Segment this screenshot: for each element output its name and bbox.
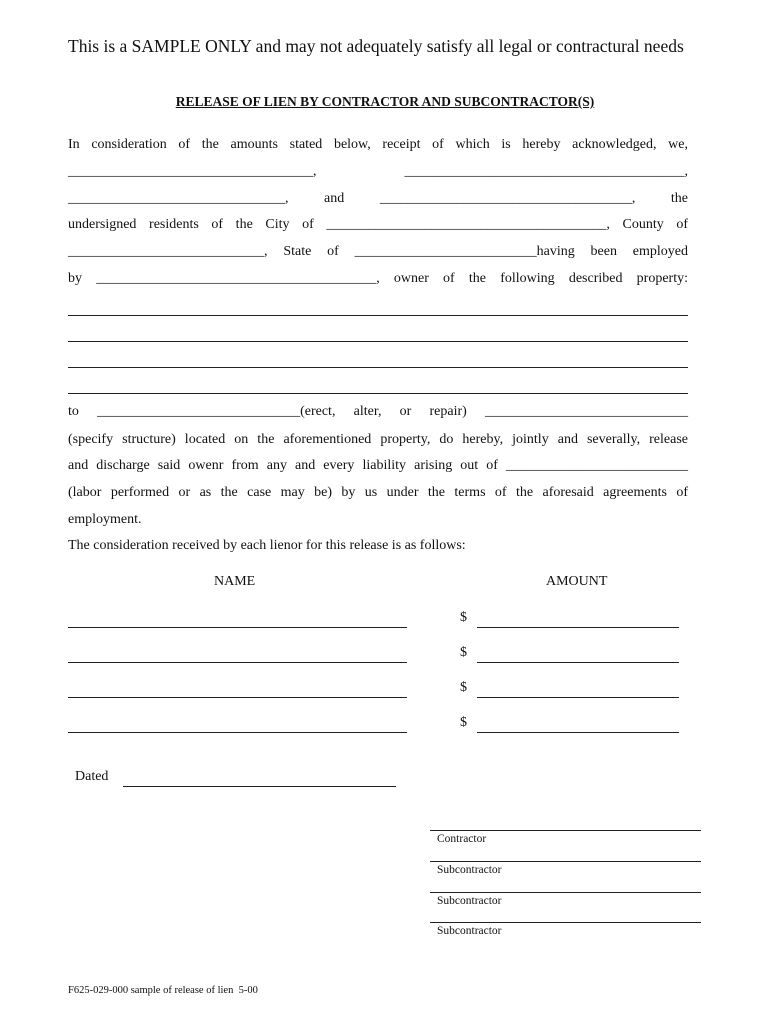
document-title: RELEASE OF LIEN BY CONTRACTOR AND SUBCONTRACTOR(S) xyxy=(175,94,595,109)
dated-label: Dated xyxy=(75,769,109,784)
body-line-4: undersigned residents of the City of ________________________________________, County of xyxy=(68,217,688,232)
body-line-1: In consideration of the amounts stated below, receipt of which is hereby acknowledged, we, xyxy=(68,137,688,152)
property-description-line[interactable] xyxy=(68,393,688,394)
body-line-11: employment. xyxy=(68,512,142,527)
lienor-name-line[interactable] xyxy=(68,697,407,698)
lienor-amount-line[interactable] xyxy=(477,662,679,663)
body-line-2: ___________________________________, ________________________________________, xyxy=(68,164,688,179)
name-column-header: NAME xyxy=(214,574,256,589)
lienor-amount-line[interactable] xyxy=(477,732,679,733)
signature-label-subcontractor: Subcontractor xyxy=(437,895,502,907)
dollar-sign: $ xyxy=(460,610,467,625)
body-line-9: and discharge said owenr from any and every liability arising out of __________________________ xyxy=(68,458,688,473)
property-description-line[interactable] xyxy=(68,367,688,368)
signature-line[interactable] xyxy=(430,830,701,831)
dollar-sign: $ xyxy=(460,680,467,695)
dollar-sign: $ xyxy=(460,645,467,660)
body-line-5: ____________________________, State of __________________________having been employed xyxy=(68,244,688,259)
property-description-line[interactable] xyxy=(68,315,688,316)
date-line[interactable] xyxy=(123,786,396,787)
signature-line[interactable] xyxy=(430,861,701,862)
body-line-3: _______________________________, and ____________________________________, the xyxy=(68,191,688,206)
disclaimer-text: This is a SAMPLE ONLY and may not adequately satisfy all legal or contractural needs xyxy=(68,36,684,56)
lienor-name-line[interactable] xyxy=(68,662,407,663)
signature-line[interactable] xyxy=(430,922,701,923)
signature-line[interactable] xyxy=(430,892,701,893)
signature-label-subcontractor: Subcontractor xyxy=(437,925,502,937)
body-line-12: The consideration received by each lienor for this release is as follows: xyxy=(68,538,466,553)
body-line-8: (specify structure) located on the aforementioned property, do hereby, jointly and severally, release xyxy=(68,432,688,447)
lienor-name-line[interactable] xyxy=(68,627,407,628)
signature-label-subcontractor: Subcontractor xyxy=(437,864,502,876)
body-line-10: (labor performed or as the case may be) by us under the terms of the aforesaid agreements of xyxy=(68,485,688,500)
lienor-amount-line[interactable] xyxy=(477,697,679,698)
form-footer: F625-029-000 sample of release of lien 5-00 xyxy=(68,985,258,996)
signature-label-contractor: Contractor xyxy=(437,833,487,845)
lienor-amount-line[interactable] xyxy=(477,627,679,628)
lienor-name-line[interactable] xyxy=(68,732,407,733)
dollar-sign: $ xyxy=(460,715,467,730)
body-line-6: by ________________________________________, owner of the following described property: xyxy=(68,271,688,286)
body-line-7: to _____________________________(erect, alter, or repair) _____________________________ xyxy=(68,404,688,419)
property-description-line[interactable] xyxy=(68,341,688,342)
amount-column-header: AMOUNT xyxy=(546,574,608,589)
